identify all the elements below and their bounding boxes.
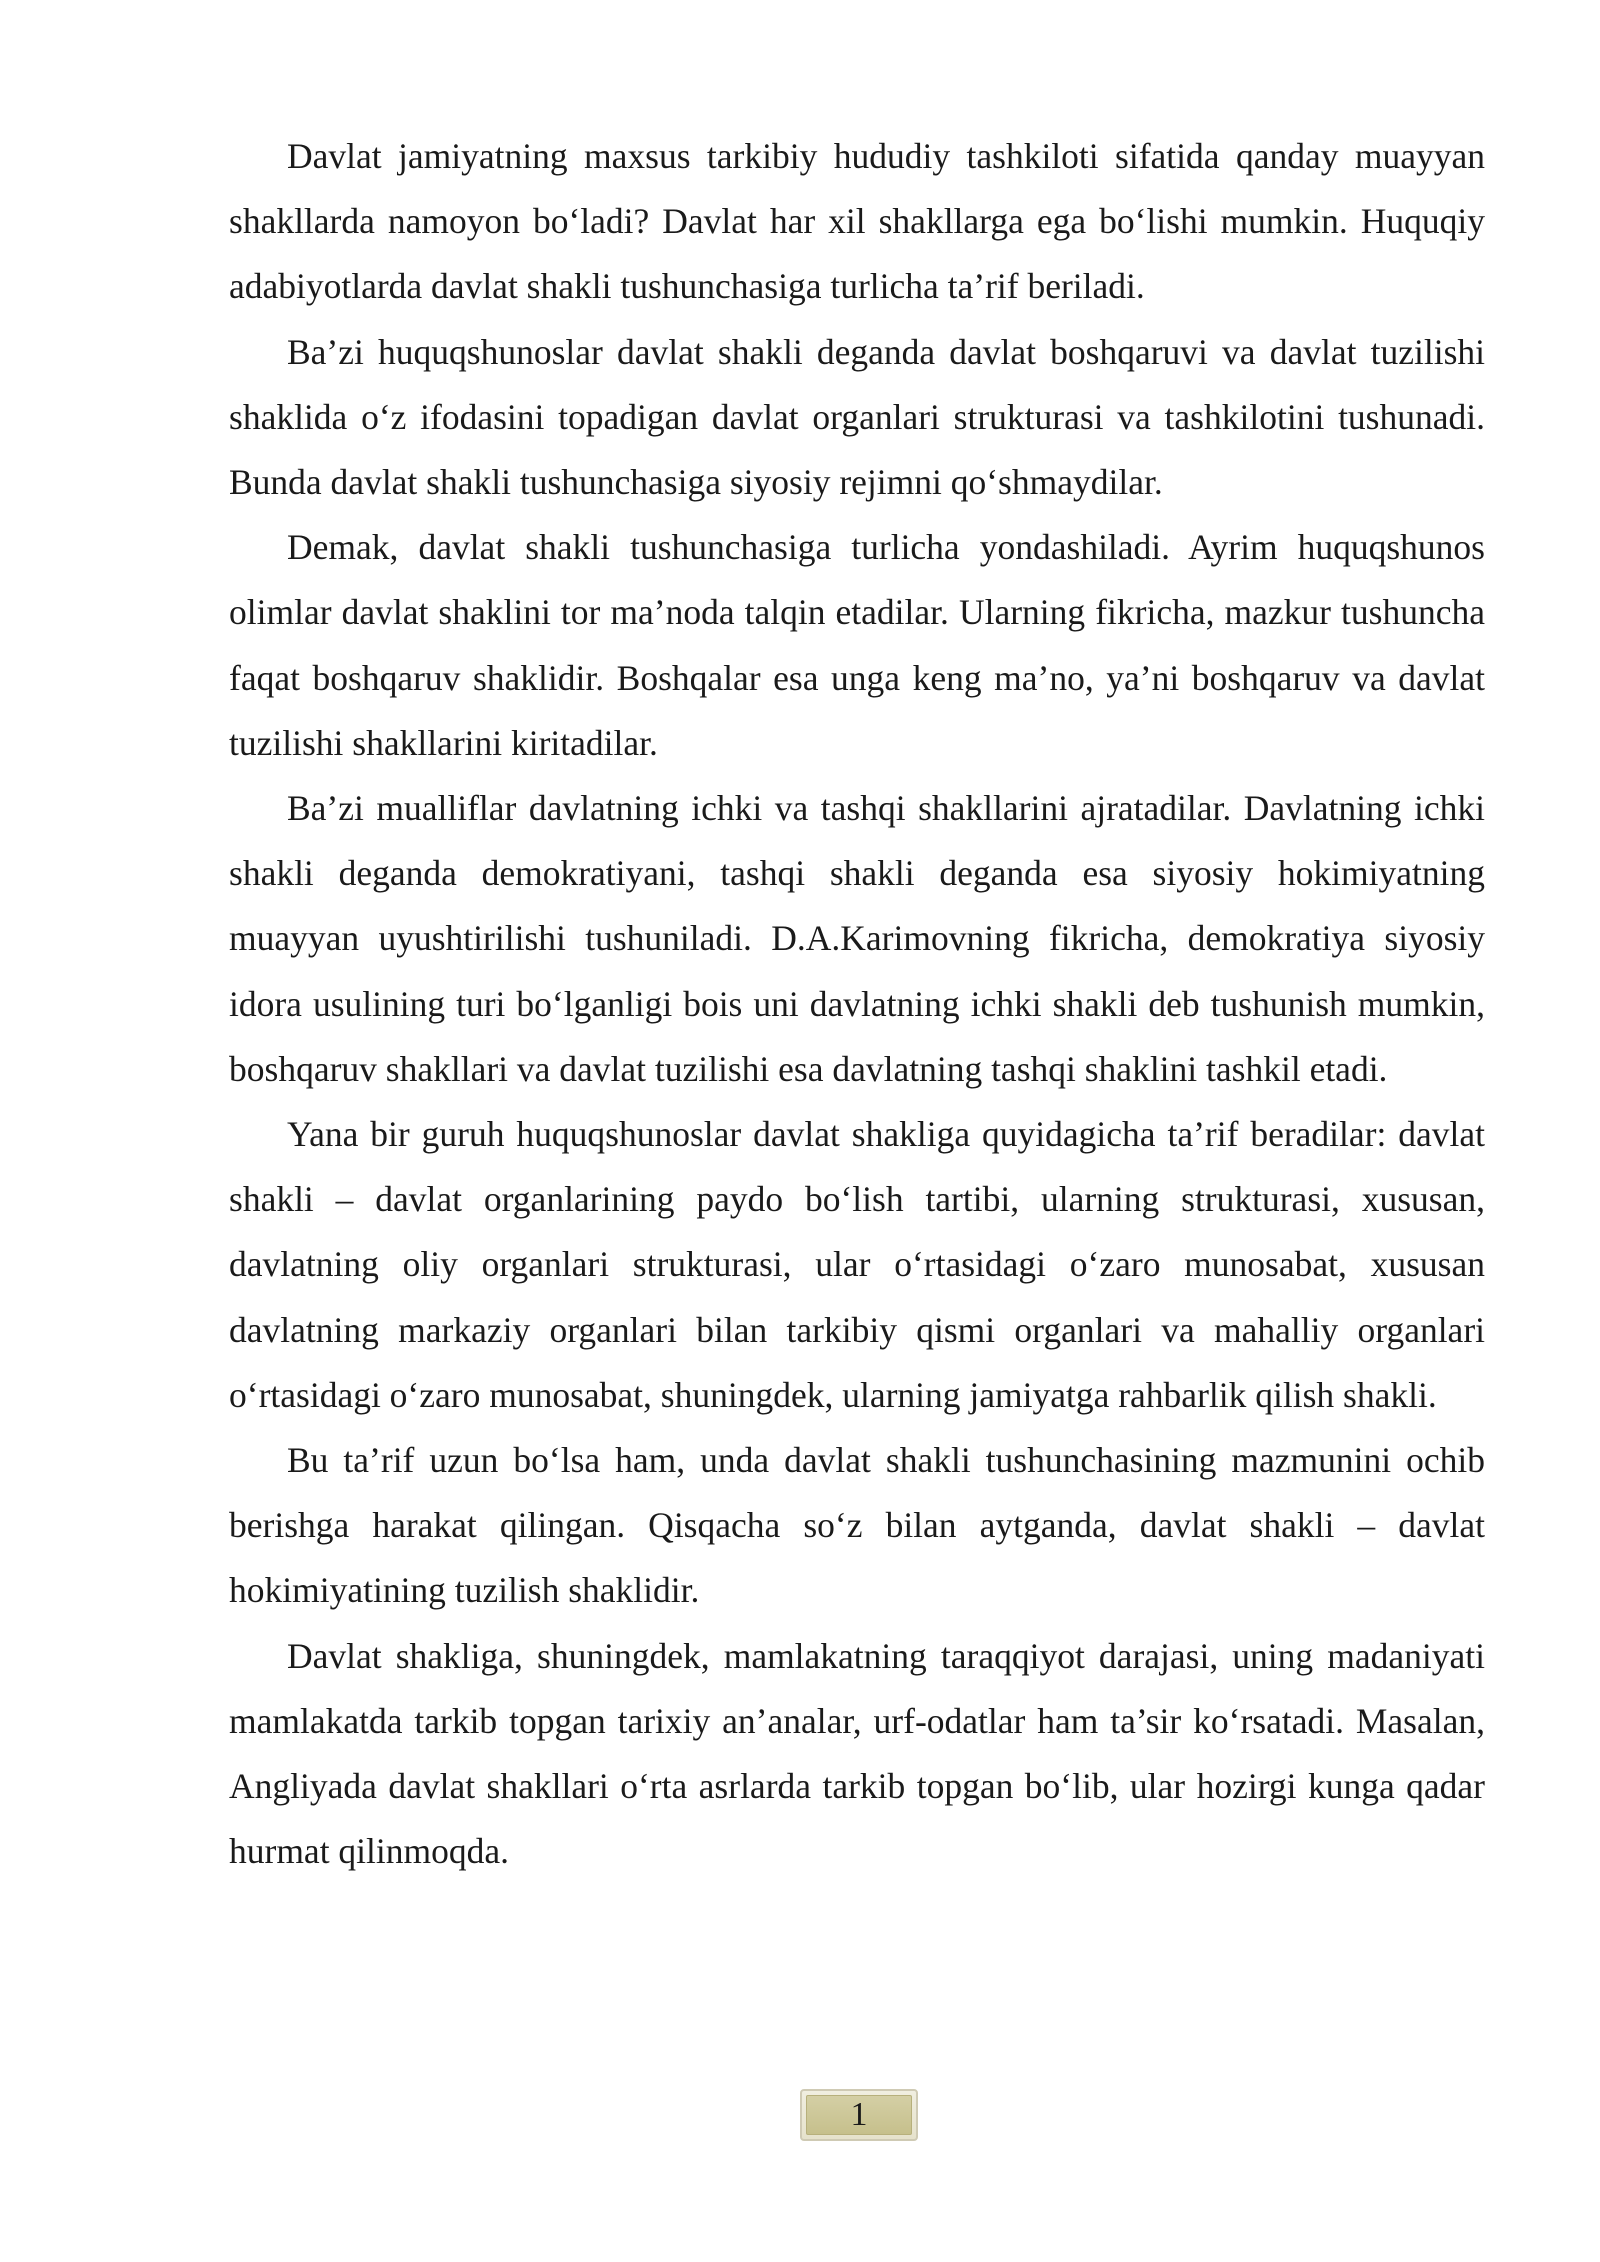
paragraph-5: Yana bir guruh huquqshunoslar davlat shakliga quyidagicha ta’rif beradilar: davlat shakli – davlat organlarining paydo bo‘lish tartibi, ularning strukturasi, xususan, davlatning oliy organlari strukturasi, ular o‘rtasidagi o‘zaro munosabat, xususan davlatning markaziy organlari bilan tarkibiy qismi organlari va mahalliy organlari o‘rtasidagi o‘zaro munosabat, shuningdek, ularning jamiyatga rahbarlik qilish shakli. xyxy=(229,1114,1485,1415)
paragraph-2: Ba’zi huquqshunoslar davlat shakli deganda davlat boshqaruvi va davlat tuzilishi shaklida o‘z ifodasini topadigan davlat organlari strukturasi va tashkilotini tushunadi. Bunda davlat shakli tushunchasiga siyosiy rejimni qo‘shmaydilar. xyxy=(229,331,1485,503)
paragraph-3: Demak, davlat shakli tushunchasiga turlicha yondashiladi. Ayrim huquqshunos olimlar davlat shaklini tor ma’noda talqin etadilar. Ularning fikricha, mazkur tushuncha faqat boshqaruv shaklidir. Boshqalar esa unga keng ma’no, ya’ni boshqaruv va davlat tuzilishi shakllarini kiritadilar. xyxy=(229,527,1485,763)
paragraph-6: Bu ta’rif uzun bo‘lsa ham, unda davlat shakli tushunchasining mazmunini ochib berishga harakat qilingan. Qisqacha so‘z bilan aytganda, davlat shakli – davlat hokimiyatining tuzilish shaklidir. xyxy=(229,1440,1485,1611)
page-number-badge xyxy=(800,2089,918,2141)
page-number: 1 xyxy=(806,2095,912,2135)
paragraph-4: Ba’zi mualliflar davlatning ichki va tashqi shakllarini ajratadilar. Davlatning ichki shakli deganda demokratiyani, tashqi shakli deganda esa siyosiy hokimiyatning muayyan uyushtirilishi tushuniladi. D.A.Karimovning fikricha, demokratiya siyosiy idora usulining turi bo‘lganligi bois uni davlatning ichki shakli deb tushunish mumkin, boshqaruv shakllari va davlat tuzilishi esa davlatning tashqi shaklini tashkil etadi. xyxy=(229,788,1485,1089)
paragraph-7: Davlat shakliga, shuningdek, mamlakatning taraqqiyot darajasi, uning madaniyati mamlakatda tarkib topgan tarixiy an’analar, urf-odatlar ham ta’sir ko‘rsatadi. Masalan, Angliyada davlat shakllari o‘rta asrlarda tarkib topgan bo‘lib, ular hozirgi kunga qadar hurmat qilinmoqda. xyxy=(229,1635,1485,1872)
text-body xyxy=(229,124,1485,1884)
paragraph-1: Davlat jamiyatning maxsus tarkibiy hududiy tashkiloti sifatida qanday muayyan shakllarda namoyon bo‘ladi? Davlat har xil shakllarga ega bo‘lishi mumkin. Huquqiy adabiyotlarda davlat shakli tushunchasiga turlicha ta’rif beriladi. xyxy=(229,136,1485,307)
